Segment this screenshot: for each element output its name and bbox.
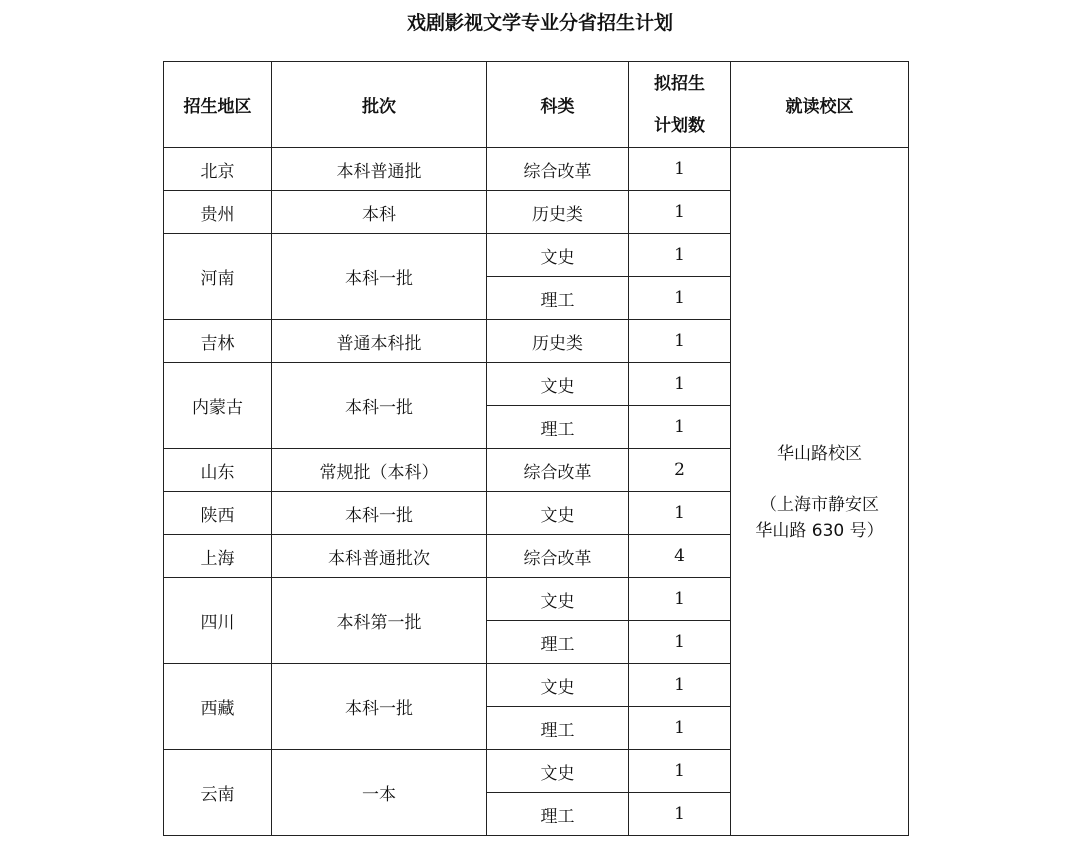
cell-batch: 普通本科批 xyxy=(272,320,487,363)
cell-category: 理工 xyxy=(487,406,629,449)
page-title: 戏剧影视文学专业分省招生计划 xyxy=(406,12,673,34)
cell-category: 理工 xyxy=(487,621,629,664)
cell-plan-count: 1 xyxy=(629,664,731,707)
header-plan-line2: 计划数 xyxy=(654,115,705,136)
cell-category: 文史 xyxy=(487,578,629,621)
header-region: 招生地区 xyxy=(164,62,272,148)
cell-category: 文史 xyxy=(487,750,629,793)
campus-name: 华山路校区 xyxy=(777,444,862,464)
cell-batch: 一本 xyxy=(272,750,487,836)
cell-category: 综合改革 xyxy=(487,535,629,578)
header-plan-count xyxy=(629,62,731,148)
cell-category: 文史 xyxy=(487,234,629,277)
cell-category: 文史 xyxy=(487,363,629,406)
cell-region: 内蒙古 xyxy=(164,363,272,449)
cell-plan-count: 1 xyxy=(629,793,731,836)
cell-category: 理工 xyxy=(487,793,629,836)
cell-batch: 本科 xyxy=(272,191,487,234)
table-row xyxy=(164,148,909,191)
cell-region: 陕西 xyxy=(164,492,272,535)
table-body xyxy=(164,148,909,836)
cell-category: 历史类 xyxy=(487,320,629,363)
cell-batch: 常规批（本科） xyxy=(272,449,487,492)
cell-plan-count: 1 xyxy=(629,750,731,793)
cell-batch: 本科一批 xyxy=(272,664,487,750)
cell-category: 综合改革 xyxy=(487,449,629,492)
header-category: 科类 xyxy=(487,62,629,148)
cell-region: 上海 xyxy=(164,535,272,578)
campus-address-line1: （上海市静安区 xyxy=(760,495,879,515)
cell-region: 吉林 xyxy=(164,320,272,363)
cell-batch: 本科一批 xyxy=(272,363,487,449)
cell-plan-count: 2 xyxy=(629,449,731,492)
cell-plan-count: 1 xyxy=(629,191,731,234)
cell-batch: 本科普通批 xyxy=(272,148,487,191)
cell-campus xyxy=(731,148,909,836)
cell-plan-count: 1 xyxy=(629,621,731,664)
cell-category: 历史类 xyxy=(487,191,629,234)
cell-region: 云南 xyxy=(164,750,272,836)
cell-plan-count: 1 xyxy=(629,148,731,191)
cell-region: 四川 xyxy=(164,578,272,664)
campus-address-line2: 华山路 630 号） xyxy=(755,521,884,541)
cell-plan-count: 1 xyxy=(629,406,731,449)
cell-category: 综合改革 xyxy=(487,148,629,191)
cell-plan-count: 1 xyxy=(629,707,731,750)
cell-region: 北京 xyxy=(164,148,272,191)
cell-region: 山东 xyxy=(164,449,272,492)
header-plan-line1: 拟招生 xyxy=(654,73,705,94)
enrollment-plan-table xyxy=(163,61,909,836)
cell-category: 理工 xyxy=(487,707,629,750)
table-header-row xyxy=(164,62,909,148)
cell-batch: 本科一批 xyxy=(272,234,487,320)
cell-region: 西藏 xyxy=(164,664,272,750)
cell-category: 文史 xyxy=(487,664,629,707)
cell-plan-count: 1 xyxy=(629,492,731,535)
cell-plan-count: 1 xyxy=(629,277,731,320)
cell-plan-count: 1 xyxy=(629,234,731,277)
cell-batch: 本科普通批次 xyxy=(272,535,487,578)
cell-batch: 本科一批 xyxy=(272,492,487,535)
cell-category: 文史 xyxy=(487,492,629,535)
cell-region: 贵州 xyxy=(164,191,272,234)
cell-category: 理工 xyxy=(487,277,629,320)
header-campus: 就读校区 xyxy=(731,62,909,148)
cell-region: 河南 xyxy=(164,234,272,320)
cell-plan-count: 1 xyxy=(629,578,731,621)
header-batch: 批次 xyxy=(272,62,487,148)
cell-batch: 本科第一批 xyxy=(272,578,487,664)
cell-plan-count: 1 xyxy=(629,320,731,363)
cell-plan-count: 1 xyxy=(629,363,731,406)
cell-plan-count: 4 xyxy=(629,535,731,578)
